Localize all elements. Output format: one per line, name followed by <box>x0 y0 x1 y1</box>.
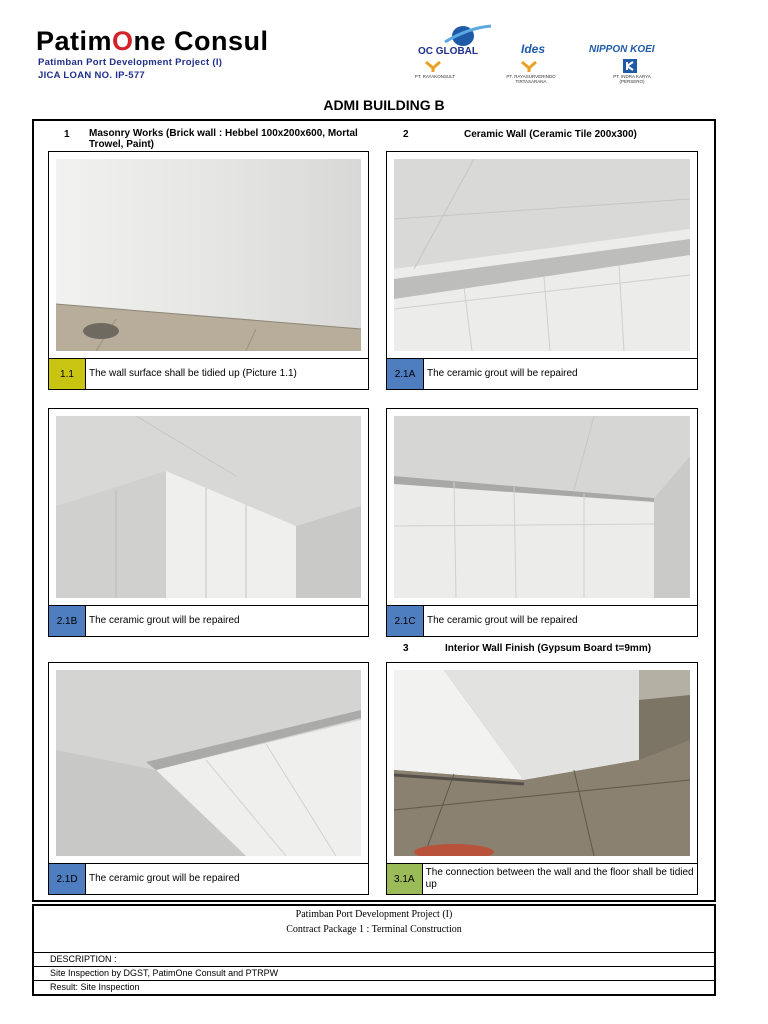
footer-result: Result: Site Inspection <box>34 980 714 994</box>
photo-2-1c <box>394 416 690 598</box>
photo-2-1d-tag: 2.1D <box>49 864 86 894</box>
photo-2-1d <box>56 670 361 856</box>
photo-2-1b-frame <box>48 408 369 606</box>
photo-2-1a-tag: 2.1A <box>387 359 424 389</box>
photo-2-1b <box>56 416 361 598</box>
photo-2-1a-caption-text: The ceramic grout will be repaired <box>427 368 578 379</box>
photo-2-1d-caption-text: The ceramic grout will be repaired <box>89 873 240 884</box>
loan-number: JICA LOAN NO. IP-577 <box>38 70 146 81</box>
page-title: ADMI BUILDING B <box>323 97 445 113</box>
rayakonsult-label: PT. RAYAKONSULT <box>414 74 456 79</box>
photo-2-1a-caption <box>386 358 698 390</box>
rayakonsult-icon <box>425 60 441 72</box>
photo-2-1c-caption-text: The ceramic grout will be repaired <box>427 615 578 626</box>
photo-2-1b-tag: 2.1B <box>49 606 86 636</box>
ides-logo: Ides <box>521 42 546 56</box>
indra-karya-label: PT. INDRA KARYA (PERSERO) <box>613 74 651 84</box>
section-1-number: 1 <box>64 129 70 140</box>
photo-2-1a-frame <box>386 151 698 359</box>
project-name: Patimban Port Development Project (I) <box>38 57 223 68</box>
photo-3-1a <box>394 670 690 856</box>
photo-2-1b-caption <box>48 605 369 637</box>
photo-2-1a <box>394 159 690 351</box>
photo-2-1b-caption-text: The ceramic grout will be repaired <box>89 615 240 626</box>
footer-project: Patimban Port Development Project (I) <box>295 909 453 920</box>
photo-2-1c-frame <box>386 408 698 606</box>
globe-icon <box>443 24 493 46</box>
photo-3-1a-caption <box>386 863 698 895</box>
photo-3-1a-tag: 3.1A <box>387 864 423 894</box>
photo-2-1c-caption <box>386 605 698 637</box>
photo-3-1a-caption-text: The connection between the wall and the floor shall be tidied up <box>425 867 694 890</box>
photo-1-1-caption-text: The wall surface shall be tidied up (Picture 1.1) <box>89 368 297 379</box>
footer-box <box>32 904 716 996</box>
company-logo-text: PatimOne Consul <box>36 26 269 56</box>
oc-global-logo: OC GLOBAL <box>418 46 478 57</box>
photo-2-1c-tag: 2.1C <box>387 606 424 636</box>
section-3-title: Interior Wall Finish (Gypsum Board t=9mm) <box>445 643 652 654</box>
partner-logos <box>405 24 701 86</box>
section-1-title: Masonry Works (Brick wall : Hebbel 100x200x600, Mortal Trowel, Paint) <box>89 128 358 150</box>
photo-1-1-caption <box>48 358 369 390</box>
rayasurverindo-label: PT. RAYASURVERINDO TIRTASARANA <box>506 74 556 84</box>
footer-contract: Contract Package 1 : Terminal Construction <box>286 924 462 935</box>
rayasurverindo-icon <box>521 60 537 72</box>
photo-2-1d-frame <box>48 662 369 864</box>
photo-1-1-tag: 1.1 <box>49 359 86 389</box>
photo-1-1-frame <box>48 151 369 359</box>
photo-2-1d-caption <box>48 863 369 895</box>
section-3-number: 3 <box>403 643 409 654</box>
photo-1-1 <box>56 159 361 351</box>
nippon-koei-logo: NIPPON KOEI <box>589 44 655 55</box>
footer-description-label: DESCRIPTION : <box>34 952 714 966</box>
indra-karya-icon <box>623 59 637 73</box>
section-2-number: 2 <box>403 129 409 140</box>
footer-inspection: Site Inspection by DGST, PatimOne Consult and PTRPW <box>34 966 714 980</box>
photo-3-1a-frame <box>386 662 698 864</box>
section-2-title: Ceramic Wall (Ceramic Tile 200x300) <box>464 129 637 140</box>
